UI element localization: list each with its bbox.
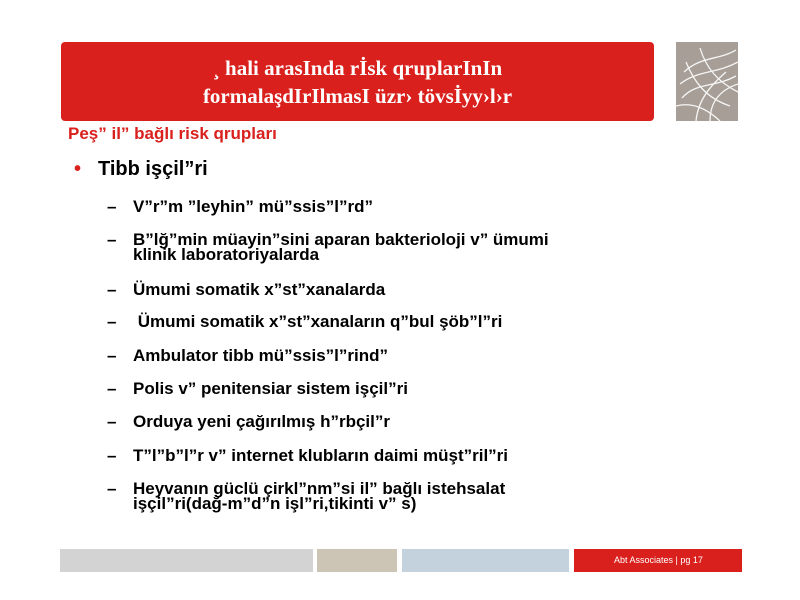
- dash-icon: –: [107, 197, 117, 216]
- logo-icon: [676, 42, 738, 121]
- slide-title-line-1: ¸ hali arasInda rİsk qruplarInIn: [212, 55, 503, 80]
- dash-icon: –: [107, 412, 117, 431]
- list-item-text: Orduya yeni çağırılmış h”rbçil”r: [133, 412, 390, 431]
- footer-bar-blue: [402, 549, 569, 572]
- footer-page-label: Abt Associates | pg 17: [614, 555, 703, 565]
- slide-title-box: [61, 42, 654, 121]
- footer-bar-khaki: [317, 549, 397, 572]
- dash-icon: –: [107, 379, 117, 398]
- bullet-label: Tibb işçil”ri: [98, 158, 208, 180]
- dash-icon: –: [107, 446, 117, 465]
- list-item-text: Polis v” penitensiar sistem işçil”ri: [133, 379, 408, 398]
- dash-icon: –: [107, 280, 117, 299]
- logo: [676, 42, 738, 121]
- footer-bar-gray: [60, 549, 313, 572]
- list-item-text: Ümumi somatik x”st”xanalarda: [133, 280, 386, 299]
- list-item-text: Ambulator tibb mü”ssis”l”rind”: [133, 346, 389, 365]
- list-item-text: B”lğ”min müayin”sini aparan bakterioloji v” ümumi klinik laboratoriyalarda: [133, 230, 549, 264]
- dash-icon: –: [107, 312, 117, 331]
- slide-subtitle: Peş” il” bağlı risk qrupları: [68, 124, 277, 143]
- list-item-text: V”r”m ”leyhin” mü”ssis”l”rd”: [133, 197, 373, 216]
- dash-icon: –: [107, 230, 117, 249]
- list-item-text: Ümumi somatik x”st”xanaların q”bul şöb”l”ri: [133, 312, 503, 331]
- list-item-text: T”l”b”l”r v” internet klubların daimi müşt”ril”ri: [133, 446, 509, 465]
- dash-icon: –: [107, 346, 117, 365]
- list-item-text: Heyvanın güclü çirkl”nm”si il” bağlı istehsalat işçil”ri(dağ-m”d”n işl”ri,tikinti v” s): [133, 479, 506, 513]
- bullet-item: [74, 158, 208, 181]
- dash-icon: –: [107, 479, 117, 498]
- slide-title-line-2: formalaşdIrIlmasI üzr› tövsİyy›l›r: [202, 83, 513, 108]
- bullet-dot-icon: •: [74, 158, 82, 180]
